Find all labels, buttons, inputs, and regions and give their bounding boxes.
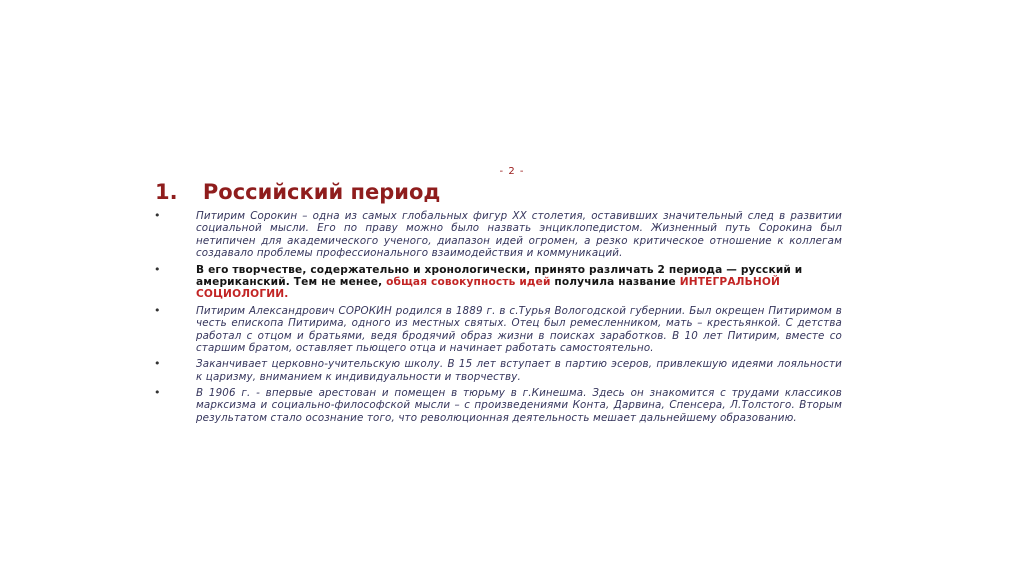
bullet-text: [196, 264, 842, 301]
bullet-marker: •: [154, 209, 161, 222]
bullet-text-part: В его творчестве, содержательно и хронологически, принято различать 2 периода — русский и американский. Тем не менее,: [196, 263, 803, 289]
bullet-marker: •: [154, 262, 161, 276]
section-heading: [155, 180, 440, 204]
heading-title: Российский период: [202, 180, 441, 204]
list-item: [152, 387, 842, 424]
bullet-marker: •: [154, 303, 161, 317]
highlight-phrase: общая совокупность идей: [386, 276, 551, 289]
list-item: [152, 305, 842, 355]
list-item: [152, 210, 842, 260]
bullet-text: Питирим Сорокин – одна из самых глобальных фигур XX столетия, оставивших значительный след в развитии социальной мысли. Его по праву можно было назвать энциклопедистом. Жизненный путь Сорокина был нетипичен для академического ученого, диапазон идей огромен, а резко критическое отношение к коллегам создавало проблемы профессионального взаимодействия и коммуникаций.: [196, 210, 842, 260]
bullet-marker: •: [154, 386, 161, 400]
bullet-list: [152, 210, 842, 428]
bullet-marker: •: [154, 357, 161, 371]
bullet-text-part: получила название: [550, 276, 680, 289]
bullet-text: В 1906 г. - впервые арестован и помещен в тюрьму в г.Кинешма. Здесь он знакомится с трудами классиков марксизма и социально-философской мысли – с произведениями Конта, Дарвина, Спенсера, Л.Толстого. Вторым результатом стало осознание того, что революционная деятельность мешает дальнейшему образованию.: [196, 387, 842, 424]
heading-number: 1.: [155, 180, 178, 204]
bullet-text: Заканчивает церковно-учительскую школу. В 15 лет вступает в партию эсеров, привлекшую идеями лояльности к царизму, вниманием к индивидуальности и творчеству.: [196, 358, 842, 383]
list-item: [152, 358, 842, 383]
page-number: - 2 -: [499, 166, 525, 177]
list-item: [152, 264, 842, 301]
bullet-text: Питирим Александрович СОРОКИН родился в 1889 г. в с.Турья Вологодской губернии. Был окрещен Питиримом в честь епископа Питирима, одного из местных святых. Отец был ремесленником, мать – крестьянкой. С детства работал с отцом и братьями, ведя бродячий образ жизни в поисках заработков. В 10 лет Питирим, вместе со старшим братом, оставляет пьющего отца и начинает работать самостоятельно.: [196, 304, 842, 355]
highlight-term: ИНТЕГРАЛЬНОЙ СОЦИОЛОГИИ.: [196, 276, 781, 301]
